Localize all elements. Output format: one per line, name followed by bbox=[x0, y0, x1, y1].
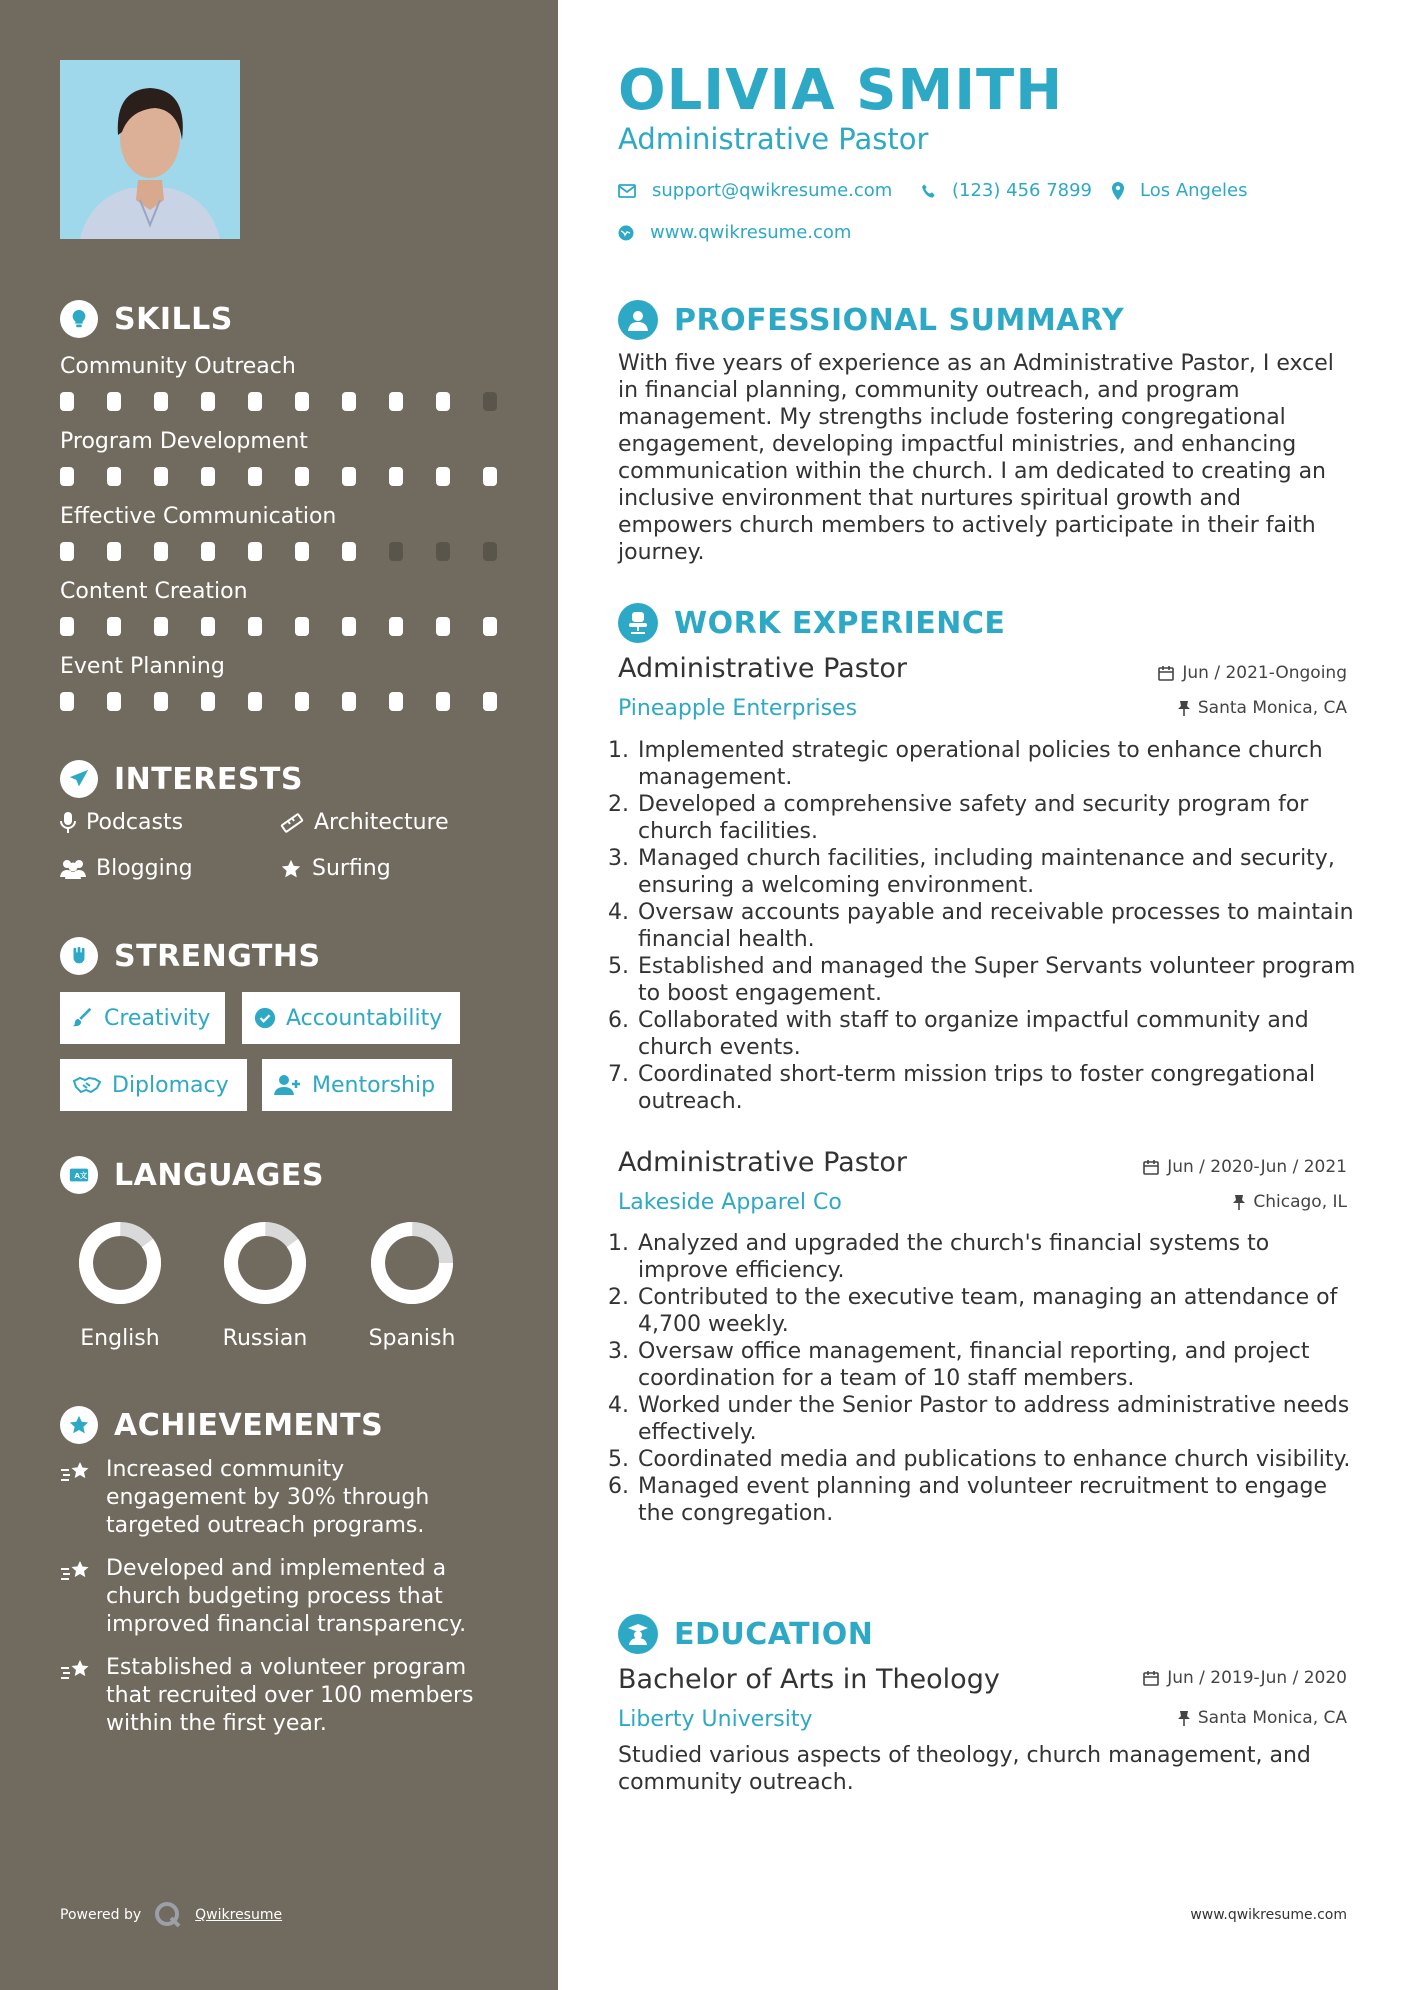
user-icon bbox=[618, 300, 658, 340]
user-plus-icon bbox=[274, 1074, 302, 1096]
skill-dot bbox=[201, 542, 215, 561]
skill-dot bbox=[248, 692, 262, 711]
skill-name: Community Outreach bbox=[60, 354, 296, 379]
skill-name: Event Planning bbox=[60, 654, 225, 679]
job-location: Santa Monica, CA bbox=[1178, 698, 1347, 718]
handshake-icon bbox=[72, 1075, 102, 1095]
duty-item: 4. Worked under the Senior Pastor to address administrative needs effectively. bbox=[636, 1392, 1358, 1446]
duty-item: 2. Contributed to the executive team, managing an attendance of 4,700 weekly. bbox=[636, 1284, 1358, 1338]
skill-dot bbox=[342, 617, 356, 636]
job-title: Administrative Pastor bbox=[618, 1147, 907, 1178]
languages-heading: A 文 LANGUAGES bbox=[60, 1156, 324, 1194]
skill-item bbox=[60, 427, 500, 487]
qwikresume-link[interactable]: Qwikresume bbox=[195, 1907, 283, 1923]
language-donut-fill bbox=[222, 1220, 308, 1306]
pushpin-icon bbox=[1178, 700, 1190, 716]
skill-dot bbox=[389, 617, 403, 636]
skill-dot bbox=[436, 467, 450, 486]
interest-item: Blogging bbox=[60, 856, 193, 881]
language-name: Russian bbox=[222, 1326, 308, 1351]
duty-item: 4. Oversaw accounts payable and receivable processes to maintain financial health. bbox=[636, 899, 1358, 953]
main-content bbox=[558, 0, 1407, 1990]
skill-dot bbox=[342, 392, 356, 411]
skill-dot bbox=[436, 542, 450, 561]
skill-dot bbox=[201, 392, 215, 411]
strength-chip: Mentorship bbox=[262, 1059, 452, 1111]
duty-item: 5. Established and managed the Super Servants volunteer program to boost engagement. bbox=[636, 953, 1358, 1007]
job-company: Pineapple Enterprises bbox=[618, 696, 858, 721]
skill-dot bbox=[342, 467, 356, 486]
skill-dot bbox=[389, 467, 403, 486]
office-chair-icon bbox=[618, 603, 658, 643]
duty-item: 3. Managed church facilities, including maintenance and security, ensuring a welcoming environment. bbox=[636, 845, 1358, 899]
skill-dot bbox=[436, 392, 450, 411]
paint-brush-icon bbox=[72, 1007, 94, 1029]
skill-dot bbox=[248, 542, 262, 561]
users-icon bbox=[60, 859, 86, 879]
skill-rating bbox=[60, 617, 500, 637]
skill-dot bbox=[107, 617, 121, 636]
skill-dot bbox=[483, 467, 497, 486]
globe-icon bbox=[618, 225, 634, 241]
job-location: Chicago, IL bbox=[1233, 1192, 1347, 1212]
skill-dot bbox=[389, 542, 403, 561]
contact-phone[interactable]: (123) 456 7899 bbox=[920, 180, 1092, 201]
calendar-icon bbox=[1158, 665, 1174, 681]
duty-item: 6. Collaborated with staff to organize impactful community and church events. bbox=[636, 1007, 1358, 1061]
skill-dot bbox=[295, 467, 309, 486]
svg-text:A: A bbox=[74, 1170, 81, 1180]
skill-rating bbox=[60, 542, 500, 562]
graduate-icon bbox=[618, 1614, 658, 1654]
skill-dot bbox=[107, 692, 121, 711]
duty-item: 1. Implemented strategic operational policies to enhance church management. bbox=[636, 737, 1358, 791]
skill-dot bbox=[107, 392, 121, 411]
skill-dot bbox=[295, 692, 309, 711]
skill-dot bbox=[154, 392, 168, 411]
skill-dot bbox=[107, 542, 121, 561]
duty-item: 2. Developed a comprehensive safety and security program for church facilities. bbox=[636, 791, 1358, 845]
skill-dot bbox=[201, 617, 215, 636]
skill-dot bbox=[107, 467, 121, 486]
duty-item: 1. Analyzed and upgraded the church's financial systems to improve efficiency. bbox=[636, 1230, 1358, 1284]
map-pin-icon bbox=[1112, 182, 1124, 200]
skill-dot bbox=[483, 542, 497, 561]
school-name: Liberty University bbox=[618, 1707, 813, 1732]
skill-dot bbox=[248, 617, 262, 636]
contact-email[interactable]: support@qwikresume.com bbox=[618, 180, 892, 201]
skill-dot bbox=[154, 542, 168, 561]
language-name: English bbox=[80, 1326, 160, 1351]
powered-by: Powered by Qwikresume bbox=[60, 1900, 282, 1930]
skill-dot bbox=[154, 692, 168, 711]
interests-heading: INTERESTS bbox=[60, 760, 303, 798]
fist-icon bbox=[60, 937, 98, 975]
contact-location: Los Angeles bbox=[1112, 180, 1248, 201]
interest-item: Architecture bbox=[280, 810, 449, 835]
skill-name: Effective Communication bbox=[60, 504, 337, 529]
calendar-icon bbox=[1143, 1159, 1159, 1175]
microphone-icon bbox=[60, 812, 76, 834]
achievement-item: Developed and implemented a church budgeting process that improved financial transparency. bbox=[60, 1555, 490, 1639]
job-company: Lakeside Apparel Co bbox=[618, 1190, 842, 1215]
skill-dot bbox=[342, 692, 356, 711]
skill-dot bbox=[248, 392, 262, 411]
skill-name: Content Creation bbox=[60, 579, 248, 604]
job-title: Administrative Pastor bbox=[618, 653, 907, 684]
skill-dot bbox=[295, 392, 309, 411]
candidate-role: Administrative Pastor bbox=[618, 122, 929, 156]
envelope-icon bbox=[618, 184, 636, 198]
language-donut bbox=[77, 1220, 163, 1306]
star-icon bbox=[280, 858, 302, 880]
skill-dot bbox=[295, 542, 309, 561]
education-description: Studied various aspects of theology, church management, and community outreach. bbox=[618, 1743, 1311, 1795]
education-heading: EDUCATION bbox=[618, 1614, 873, 1654]
achievement-item: Established a volunteer program that recruited over 100 members within the first year. bbox=[60, 1654, 490, 1738]
contact-website[interactable]: www.qwikresume.com bbox=[618, 222, 851, 243]
skill-dot bbox=[154, 617, 168, 636]
skill-dot bbox=[436, 692, 450, 711]
language-item bbox=[50, 1220, 190, 1351]
star-badge-icon bbox=[60, 1406, 98, 1444]
strength-chip: Creativity bbox=[60, 992, 225, 1044]
duty-item: 6. Managed event planning and volunteer recruitment to engage the congregation. bbox=[636, 1473, 1358, 1527]
skill-rating bbox=[60, 467, 500, 487]
shooting-star-icon bbox=[60, 1658, 92, 1684]
pushpin-icon bbox=[1178, 1710, 1190, 1726]
skill-dot bbox=[201, 692, 215, 711]
education-location: Santa Monica, CA bbox=[1178, 1708, 1347, 1728]
profile-photo bbox=[60, 60, 240, 239]
interest-item: Podcasts bbox=[60, 810, 183, 835]
achievements-heading: ACHIEVEMENTS bbox=[60, 1406, 383, 1444]
language-donut bbox=[222, 1220, 308, 1306]
language-donut-fill bbox=[77, 1220, 163, 1306]
skill-dot bbox=[60, 617, 74, 636]
achievement-item: Increased community engagement by 30% through targeted outreach programs. bbox=[60, 1456, 490, 1540]
shooting-star-icon bbox=[60, 1559, 92, 1585]
skill-name: Program Development bbox=[60, 429, 308, 454]
duty-item: 3. Oversaw office management, financial reporting, and project coordination for a team of 10 staff members. bbox=[636, 1338, 1358, 1392]
skill-dot bbox=[201, 467, 215, 486]
job-duties bbox=[618, 737, 1358, 1115]
svg-text:文: 文 bbox=[79, 1170, 88, 1180]
shooting-star-icon bbox=[60, 1460, 92, 1486]
skill-dot bbox=[60, 467, 74, 486]
skill-item bbox=[60, 502, 500, 562]
skill-item bbox=[60, 352, 500, 412]
footer-url[interactable]: www.qwikresume.com bbox=[1190, 1907, 1347, 1923]
skill-dot bbox=[483, 692, 497, 711]
skill-item bbox=[60, 652, 500, 712]
check-circle-icon bbox=[254, 1007, 276, 1029]
summary-text: With five years of experience as an Administrative Pastor, I excel in financial planning, community outreach, and program management. My strengths include fostering congregational engagement, developing impactful ministries, and enhancing communication within the church. I am dedicated to creating an inclusive environment that nurtures spiritual growth and empowers church members to actively participate in their faith journey. bbox=[618, 351, 1334, 565]
language-item bbox=[342, 1220, 482, 1351]
job-dates: Jun / 2021-Ongoing bbox=[1158, 663, 1347, 683]
phone-icon bbox=[920, 183, 936, 199]
strength-chip: Diplomacy bbox=[60, 1059, 247, 1111]
job-dates: Jun / 2020-Jun / 2021 bbox=[1143, 1157, 1347, 1177]
skill-rating bbox=[60, 692, 500, 712]
job-duties bbox=[618, 1230, 1358, 1527]
skill-dot bbox=[154, 467, 168, 486]
skill-item bbox=[60, 577, 500, 637]
duty-item: 7. Coordinated short-term mission trips to foster congregational outreach. bbox=[636, 1061, 1358, 1115]
skill-dot bbox=[436, 617, 450, 636]
skill-dot bbox=[60, 692, 74, 711]
candidate-name: OLIVIA SMITH bbox=[618, 58, 1064, 123]
skill-rating bbox=[60, 392, 500, 412]
sidebar bbox=[0, 0, 558, 1990]
language-icon bbox=[60, 1156, 98, 1194]
strengths-heading: STRENGTHS bbox=[60, 937, 321, 975]
summary-heading: PROFESSIONAL SUMMARY bbox=[618, 300, 1124, 340]
paper-plane-icon bbox=[60, 760, 98, 798]
skill-dot bbox=[248, 467, 262, 486]
lightbulb-icon bbox=[60, 300, 98, 338]
skill-dot bbox=[483, 392, 497, 411]
skill-dot bbox=[60, 392, 74, 411]
duty-item: 5. Coordinated media and publications to enhance church visibility. bbox=[636, 1446, 1358, 1473]
language-item bbox=[195, 1220, 335, 1351]
skills-heading: SKILLS bbox=[60, 300, 233, 338]
interest-item: Surfing bbox=[280, 856, 391, 881]
qwikresume-logo-icon bbox=[153, 1900, 183, 1930]
skill-dot bbox=[60, 542, 74, 561]
strength-chip: Accountability bbox=[242, 992, 460, 1044]
ruler-icon bbox=[280, 812, 304, 834]
language-name: Spanish bbox=[368, 1326, 456, 1351]
calendar-icon bbox=[1143, 1670, 1159, 1686]
skill-dot bbox=[389, 392, 403, 411]
education-dates: Jun / 2019-Jun / 2020 bbox=[1143, 1668, 1347, 1688]
skill-dot bbox=[342, 542, 356, 561]
degree-title: Bachelor of Arts in Theology bbox=[618, 1664, 1000, 1695]
skill-dot bbox=[483, 617, 497, 636]
language-donut bbox=[369, 1220, 455, 1306]
pushpin-icon bbox=[1233, 1194, 1245, 1210]
skill-dot bbox=[295, 617, 309, 636]
skill-dot bbox=[389, 692, 403, 711]
work-heading: WORK EXPERIENCE bbox=[618, 603, 1005, 643]
